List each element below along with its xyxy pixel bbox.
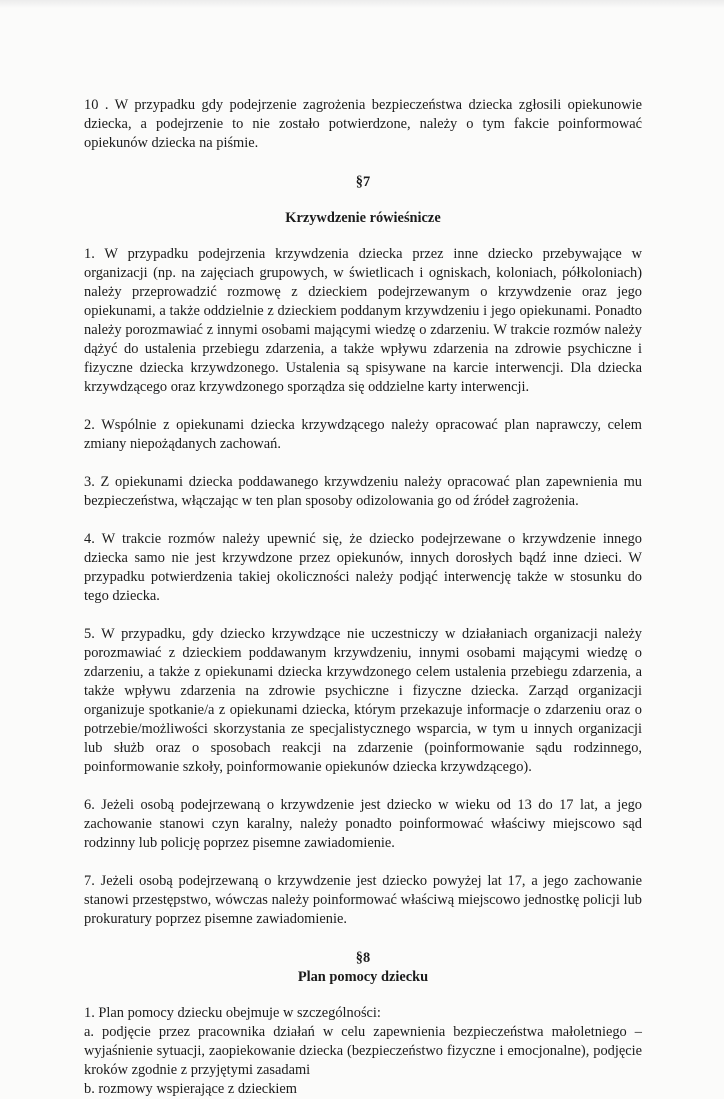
section-7-paragraph-2: 2. Wspólnie z opiekunami dziecka krzywdzącego należy opracować plan naprawczy, celem zmiany niepożądanych zachowań. (84, 417, 642, 452)
section-8-line-a: a. podjęcie przez pracownika działań w celu zapewnienia bezpieczeństwa małoletniego – wyjaśnienie sytuacji, zaopiekowanie dziecka (bezpieczeństwo fizyczne i emocjonalne), podjęcie kroków zgodnie z przyjętymi zasadami (84, 1024, 642, 1078)
scan-edge-shadow (0, 0, 724, 8)
section-8-number: §8 (355, 950, 371, 966)
document-page (84, 96, 642, 1099)
section-7-number: §7 (355, 174, 371, 190)
section-7-paragraph-3: 3. Z opiekunami dziecka poddawanego krzywdzeniu należy opracować plan zapewnienia mu bezpieczeństwa, włączając w ten plan sposoby odizolowania go od źródeł zagrożenia. (84, 474, 642, 509)
section-8-title: Plan pomocy dziecku (297, 969, 429, 985)
section-7-title: Krzywdzenie rówieśnicze (285, 210, 441, 226)
section-7-paragraph-1: 1. W przypadku podejrzenia krzywdzenia dziecka przez inne dziecko przebywające w organizacji (np. na zajęciach grupowych, w świetlicach i ogniskach, koloniach, półkoloniach) należy przeprowadzić rozmowę z dzieckiem podejrzewanym o krzywdzenie oraz jego opiekunami, a także oddzielnie z dzieckiem poddanym krzywdzeniu i jego opiekunami. Ponadto należy porozmawiać z innymi osobami mającymi wiedzę o zdarzeniu. W trakcie rozmów należy dążyć do ustalenia przebiegu zdarzenia, a także wpływu zdarzenia na zdrowie psychiczne i fizyczne dziecka krzywdzonego. Ustalenia są spisywane na karcie interwencji. Dla dziecka krzywdzącego oraz krzywdzonego sporządza się oddzielne karty interwencji. (84, 246, 642, 395)
section-7-paragraph-6: 6. Jeżeli osobą podejrzewaną o krzywdzenie jest dziecko w wieku od 13 do 17 lat, a jego zachowanie stanowi czyn karalny, należy ponadto poinformować właściwy miejscowo sąd rodzinny lub policję poprzez pisemne zawiadomienie. (84, 797, 642, 851)
section-8-line-b: b. rozmowy wspierające z dzieckiem (84, 1081, 297, 1097)
section-7-paragraph-7: 7. Jeżeli osobą podejrzewaną o krzywdzenie jest dziecko powyżej lat 17, a jego zachowanie stanowi przestępstwo, wówczas należy poinformować właściwą miejscowo jednostkę policji lub prokuratury poprzez pisemne zawiadomienie. (84, 873, 642, 927)
section-7-paragraph-5: 5. W przypadku, gdy dziecko krzywdzące nie uczestniczy w działaniach organizacji należy porozmawiać z dzieckiem poddawanym krzywdzeniu, innymi osobami mającymi wiedzę o zdarzeniu, a także z opiekunami dziecka krzywdzonego celem ustalenia przebiegu zdarzenia, a także wpływu zdarzenia na zdrowie psychiczne i fizyczne dziecka. Zarząd organizacji organizuje spotkanie/a z opiekunami dziecka, którym przekazuje informacje o zdarzeniu oraz o potrzebie/możliwości skorzystania ze specjalistycznego wsparcia, w tym u innych organizacji lub służb oraz o sposobach reakcji na zdarzenie (poinformowanie sądu rodzinnego, poinformowanie szkoły, poinformowanie opiekunów dziecka krzywdzącego). (84, 626, 642, 775)
section-8-line-1: 1. Plan pomocy dziecku obejmuje w szczególności: (84, 1005, 381, 1021)
section-7-paragraph-4: 4. W trakcie rozmów należy upewnić się, że dziecko podejrzewane o krzywdzenie innego dziecka samo nie jest krzywdzone przez opiekunów, innych dorosłych bądź inne dzieci. W przypadku potwierdzenia takiej okoliczności należy podjąć interwencję także w stosunku do tego dziecka. (84, 531, 642, 604)
paragraph-10: 10 . W przypadku gdy podejrzenie zagrożenia bezpieczeństwa dziecka zgłosili opiekunowie dziecka, a podejrzenie to nie zostało potwierdzone, należy o tym fakcie poinformować opiekunów dziecka na piśmie. (84, 97, 642, 151)
